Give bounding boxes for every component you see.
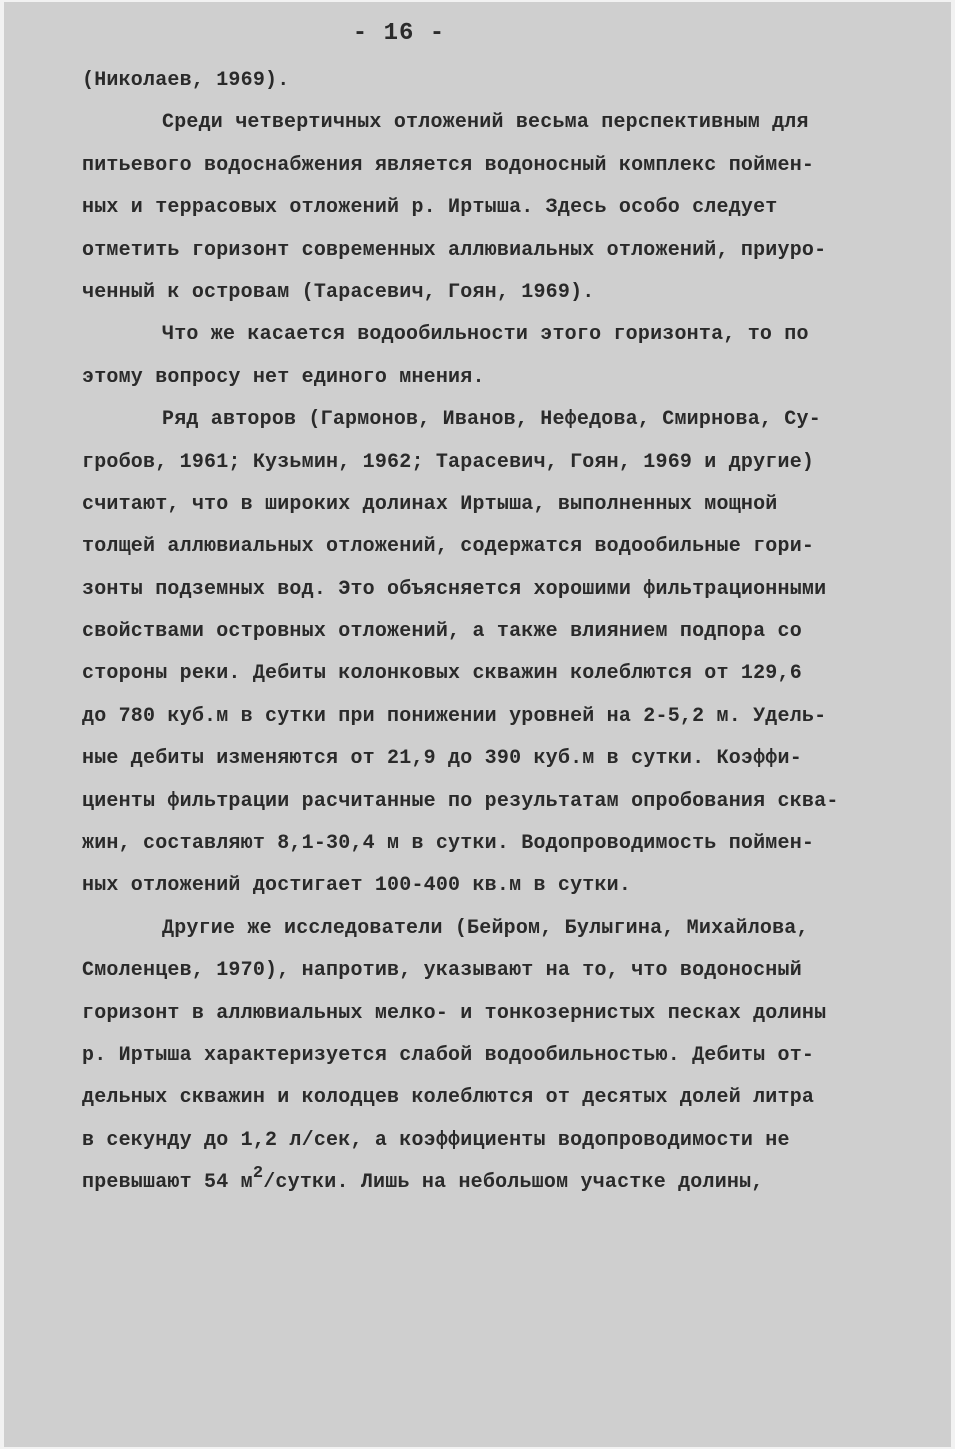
text-line-last bbox=[82, 1162, 882, 1204]
text-line: ченный к островам (Тарасевич, Гоян, 1969). bbox=[82, 280, 595, 304]
body-text bbox=[82, 60, 882, 1205]
text-line: Среди четвертичных отложений весьма перспективным для bbox=[162, 111, 809, 135]
text-line: ные дебиты изменяются от 21,9 до 390 куб.м в сутки. Коэффи- bbox=[82, 747, 802, 771]
text-line: жин, составляют 8,1-30,4 м в сутки. Водопроводимость поймен- bbox=[82, 832, 815, 856]
text-line: (Николаев, 1969). bbox=[82, 69, 290, 92]
text-line: этому вопросу нет единого мнения. bbox=[82, 365, 485, 389]
text-line: горизонт в аллювиальных мелко- и тонкозернистых песках долины bbox=[82, 1001, 827, 1025]
text-line: в секунду до 1,2 л/сек, а коэффициенты водопроводимости не bbox=[82, 1128, 790, 1152]
text-line: толщей аллювиальных отложений, содержатся водообильные гори- bbox=[82, 535, 815, 559]
text-line: питьевого водоснабжения является водоносный комплекс поймен- bbox=[82, 153, 815, 177]
text-line: отметить горизонт современных аллювиальных отложений, приуро- bbox=[82, 238, 827, 262]
text-line: до 780 куб.м в сутки при понижении уровней на 2-5,2 м. Удель- bbox=[82, 704, 827, 728]
page-number: - 16 - bbox=[352, 20, 446, 47]
text-line: Другие же исследователи (Бейром, Булыгина, Михайлова, bbox=[162, 916, 809, 940]
text-line: Что же касается водообильности этого горизонта, то по bbox=[162, 323, 809, 347]
text-line: циенты фильтрации расчитанные по результатам опробования сква- bbox=[82, 789, 839, 813]
text-line: считают, что в широких долинах Иртыша, выполненных мощной bbox=[82, 492, 778, 516]
text-line: Ряд авторов (Гармонов, Иванов, Нефедова, Смирнова, Су- bbox=[162, 408, 821, 432]
text-line: дельных скважин и колодцев колеблются от десятых долей литра bbox=[82, 1086, 815, 1110]
text-fragment: превышают 54 м bbox=[82, 1171, 253, 1195]
text-line: стороны реки. Дебиты колонковых скважин колеблются от 129,6 bbox=[82, 662, 802, 686]
text-line: Смоленцев, 1970), напротив, указывают на то, что водоносный bbox=[82, 959, 802, 983]
superscript-exponent: 2 bbox=[252, 1164, 264, 1184]
text-line: ных и террасовых отложений р. Иртыша. Здесь особо следует bbox=[82, 196, 778, 220]
text-line: свойствами островных отложений, а также влиянием подпора со bbox=[82, 620, 802, 644]
text-line: ных отложений достигает 100-400 кв.м в сутки. bbox=[82, 874, 632, 898]
text-fragment: /сутки. Лишь на небольшом участке долины, bbox=[263, 1171, 764, 1195]
text-line: гробов, 1961; Кузьмин, 1962; Тарасевич, Гоян, 1969 и другие) bbox=[82, 450, 815, 474]
text-line: р. Иртыша характеризуется слабой водообильностью. Дебиты от- bbox=[82, 1043, 815, 1067]
text-line: зонты подземных вод. Это объясняется хорошими фильтрационными bbox=[82, 577, 827, 601]
